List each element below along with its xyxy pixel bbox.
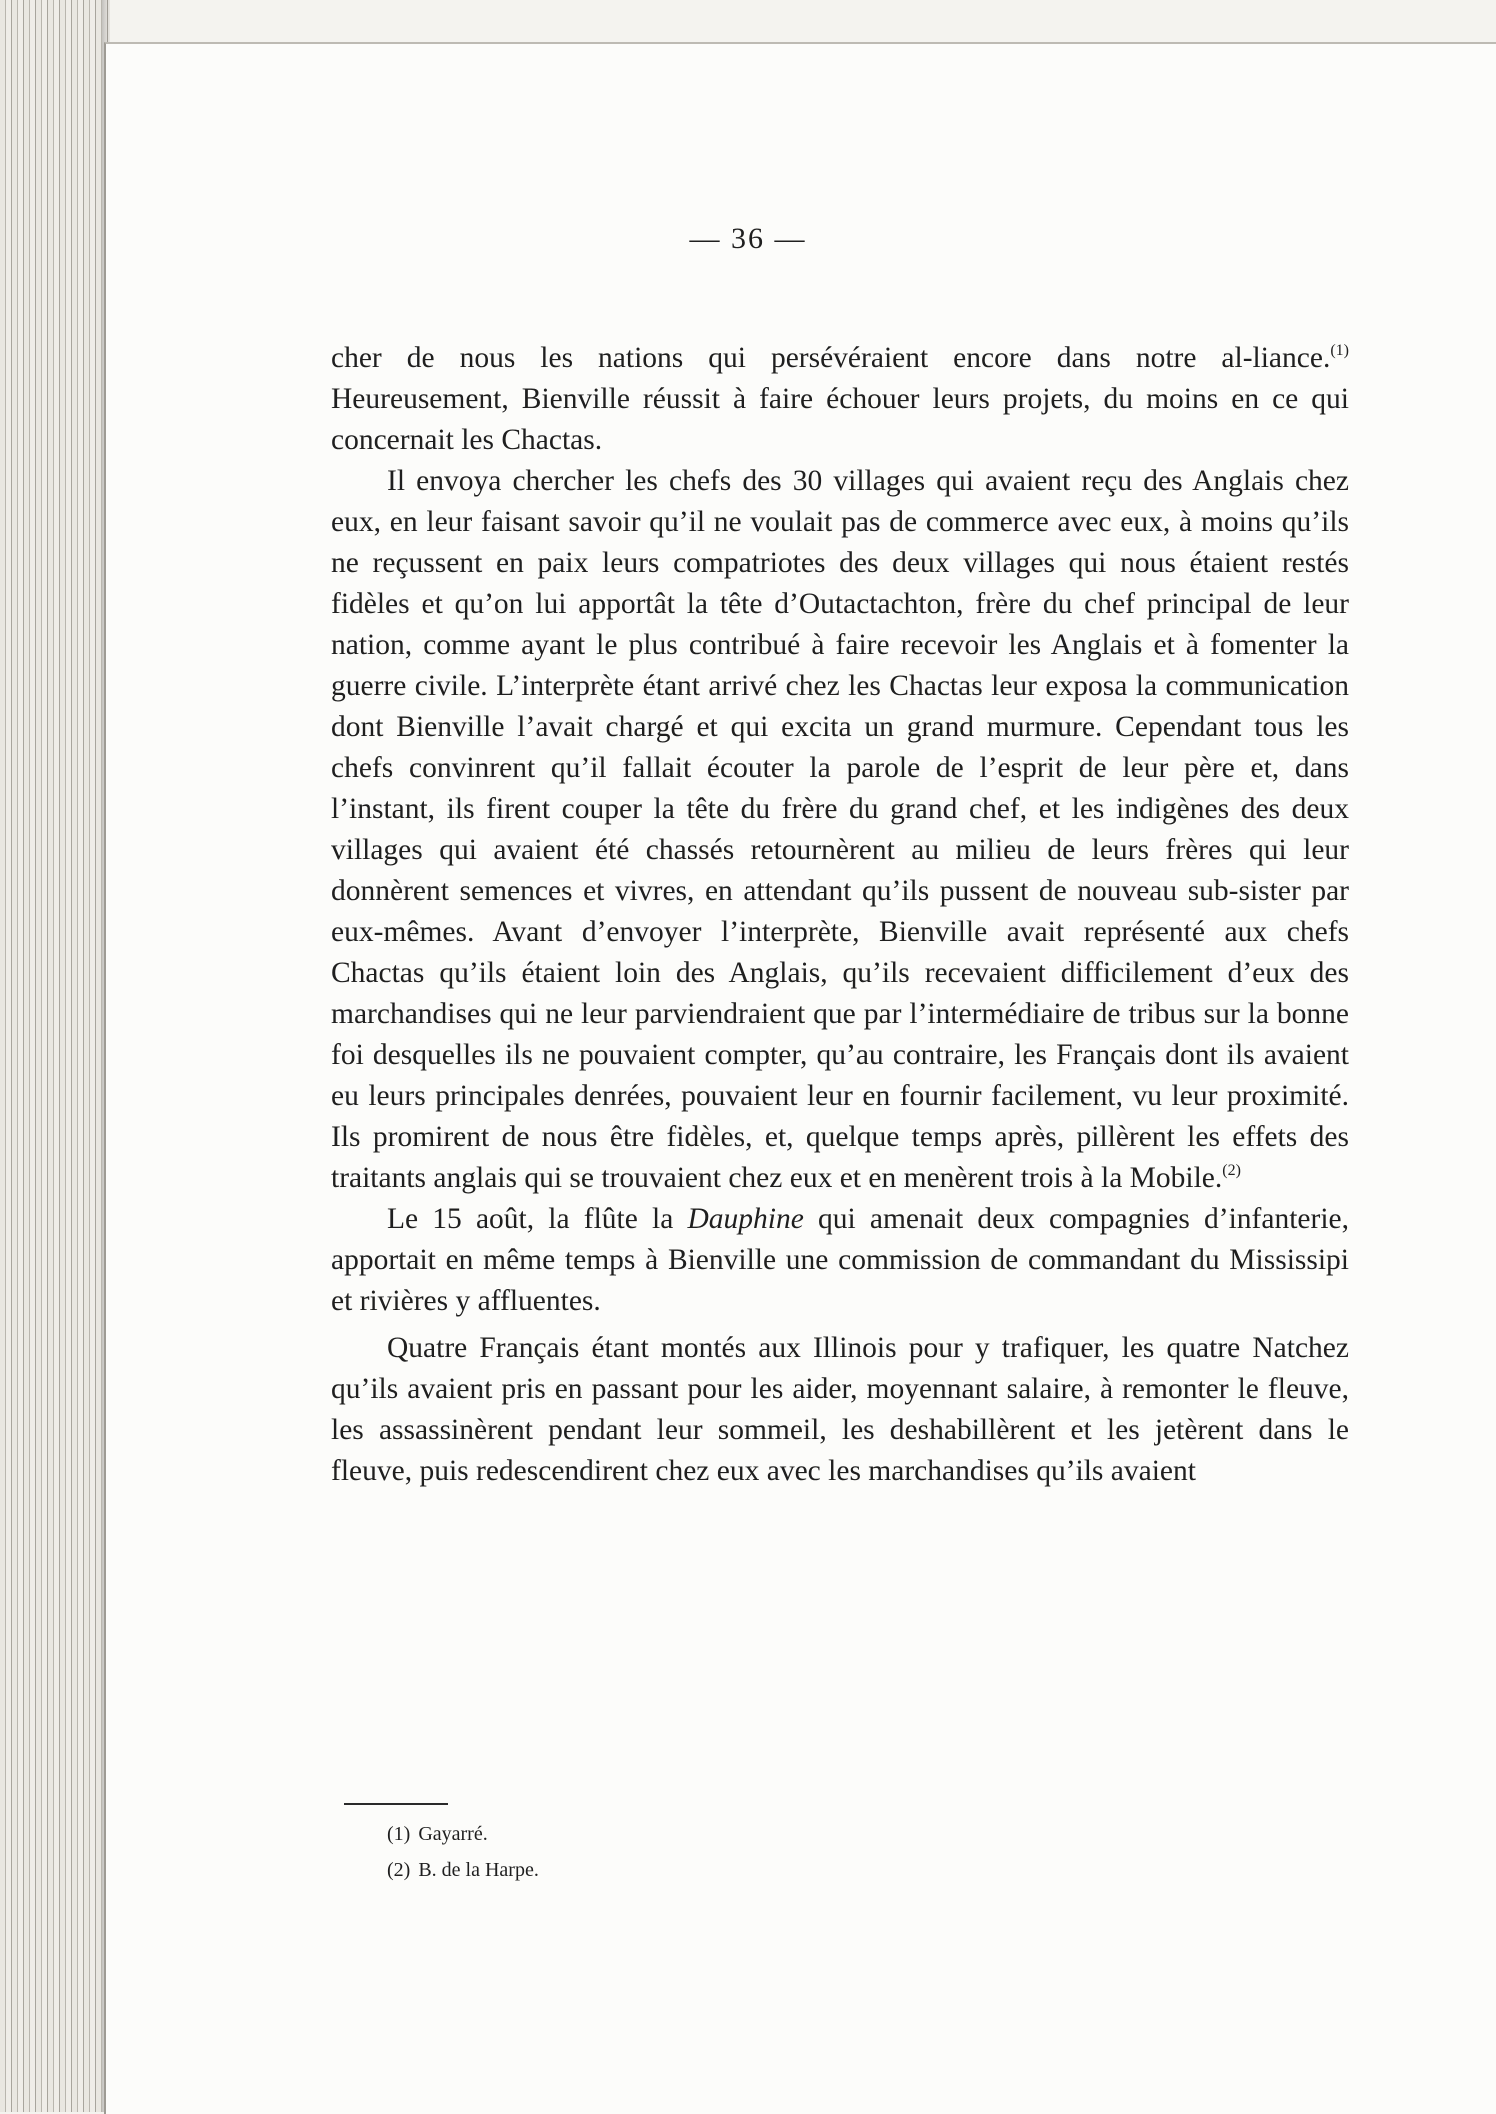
paragraph-text: Le 15 août, la flûte la [387,1203,688,1235]
footnote-reference: (2) [1222,1162,1241,1179]
paragraph-text: Il envoya chercher les chefs des 30 villages qui avaient reçu des Anglais chez eux, en leur faisant savoir qu’il ne voulait pas de commerce avec eux, à moins qu’ils ne reçussent en paix leurs compatriotes des deux villages qui nous étaient restés fidèles et qu’on lui apportât la tête d’Outactachton, frère du chef principal de leur nation, comme ayant le plus contribué à faire recevoir les Anglais et à fomenter la guerre civile. L’interprète étant arrivé chez les Chactas leur exposa la communication dont Bienville l’avait chargé et qui excita un grand murmure. Cependant tous les chefs convinrent qu’il fallait écouter la parole de l’esprit de leur père et, dans l’instant, ils firent couper la tête du frère du grand chef, et les indigènes des deux villages qui avaient été chassés retournèrent au milieu de leurs frères qui leur donnèrent semences et vivres, en attendant qu’ils pussent de nouveau sub-sister par eux-mêmes. Avant d’envoyer l’interprète, Bienville avait représenté aux chefs Chactas qu’ils étaient loin des Anglais, qu’ils recevaient difficilement d’eux des marchandises qui ne leur parviendraient que par l’intermédiaire de tribus sur la bonne foi desquelles ils ne pouvaient compter, qu’au contraire, les Français dont ils avaient eu leurs principales denrées, pouvaient leur en fournir facilement, vu leur proximité. Ils promirent de nous être fidèles, et, quelque temps après, pillèrent les effets des traitants anglais qui se trouvaient chez eux et en menèrent trois à la Mobile. [331,465,1349,1194]
footnote-text: B. de la Harpe. [418,1859,539,1881]
paragraph-text: Heureusement, Bienville réussit à faire échouer leurs projets, du moins en ce qui concernait les Chactas. [331,383,1349,456]
footnote [387,1816,539,1852]
page-number: — 36 — [689,222,807,255]
footnote [387,1852,539,1888]
paragraph-text: cher de nous les nations qui persévéraient encore dans notre al-liance. [331,342,1331,374]
body-text [331,338,1349,1492]
book-page-edges [0,0,110,2112]
paragraph [331,1199,1349,1322]
footnote-marker: (1) [387,1823,411,1845]
paragraph [331,461,1349,1199]
footnote-separator [344,1803,448,1805]
italic-ship-name: Dauphine [687,1203,804,1235]
paragraph-text: Quatre Français étant montés aux Illinois pour y trafiquer, les quatre Natchez qu’ils avaient pris en passant pour les aider, moyennant salaire, à remonter le fleuve, les assassinèrent pendant leur sommeil, les deshabillèrent et les jetèrent dans le fleuve, puis redescendirent chez eux avec les marchandises qu’ils avaient [331,1332,1349,1487]
footnotes [387,1816,539,1888]
paragraph-text: qui amenait deux compagnies d’infanterie, apportait en même temps à Bienville une commission de commandant du Mississipi et rivières y affluentes. [331,1203,1349,1317]
footnote-marker: (2) [387,1859,411,1881]
footnote-reference: (1) [1330,342,1349,359]
footnote-text: Gayarré. [418,1823,488,1845]
paragraph [331,338,1349,461]
paragraph [331,1328,1349,1492]
